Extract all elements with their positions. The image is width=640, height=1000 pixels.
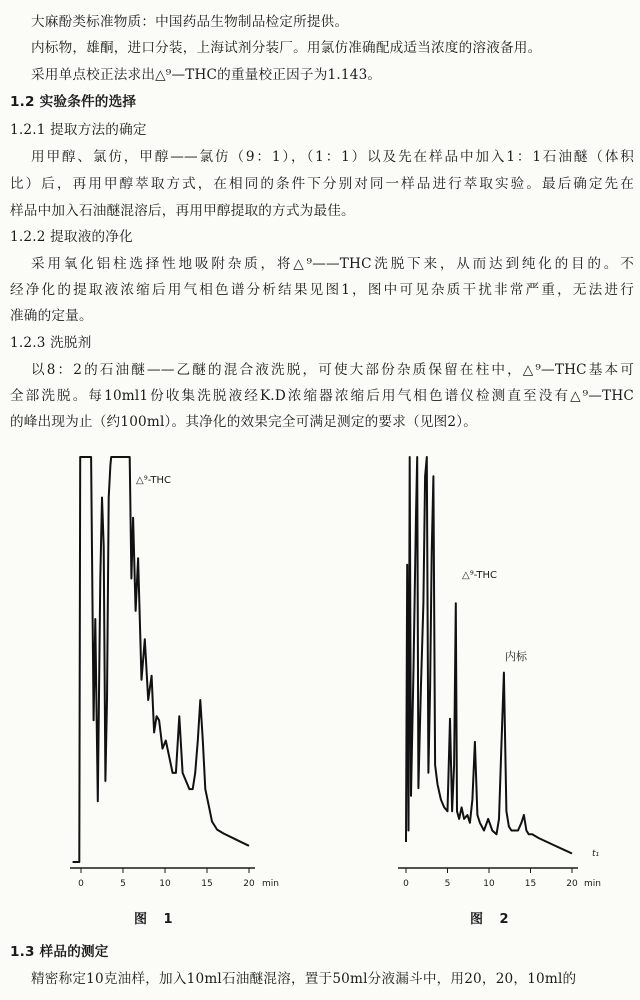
section-heading-1-2-2: 1.2.2 提取液的净化 bbox=[10, 229, 133, 245]
para3-line3: 的峰出现为止（约100ml）。其净化的效果完全可满足测定的要求（见图2）。 bbox=[10, 414, 478, 430]
fig2-tick-label-10: 10 bbox=[483, 879, 495, 889]
fig1-xlabel: min bbox=[262, 879, 279, 889]
section-heading-1-2: 1.2 实验条件的选择 bbox=[10, 94, 137, 110]
fig2-peak-label: △⁹-THC bbox=[462, 570, 497, 581]
fig1-peak-label: △⁹-THC bbox=[136, 475, 171, 486]
std-material-line: 大麻酚类标准物质：中国药品生物制品检定所提供。 bbox=[31, 14, 349, 30]
correction-line: 采用单点校正法求出△⁹—THC的重量校正因子为1.143。 bbox=[31, 67, 382, 83]
fig2-tick-label-0: 0 bbox=[403, 879, 409, 889]
figure-2-caption: 图 2 bbox=[470, 912, 515, 927]
fig1-tick-label-5: 5 bbox=[120, 879, 126, 889]
fig1-tick-label-0: 0 bbox=[78, 879, 84, 889]
fig2-tick-label-15: 15 bbox=[524, 879, 537, 889]
section-heading-1-2-3: 1.2.3 洗脱剂 bbox=[10, 335, 92, 351]
fig2-tick-label-5: 5 bbox=[444, 879, 451, 889]
internal-std-line: 内标物，雄酮，进口分装，上海试剂分装厂。用氯仿准确配成适当浓度的溶液备用。 bbox=[31, 40, 542, 56]
para1-line1: 用甲醇、氯仿，甲醇——氯仿（9：1），（1：1）以及先在样品中加入1：1石油醚（体积 bbox=[31, 149, 634, 165]
fig2-tick-label-20: 20 bbox=[566, 879, 578, 889]
fig2-trace bbox=[406, 457, 572, 854]
section-heading-1-3: 1.3 样品的测定 bbox=[10, 944, 109, 960]
figure-1-caption: 图 1 bbox=[134, 912, 179, 927]
para2-line1: 采用氧化铝柱选择性地吸附杂质，将△⁹——THC洗脱下来，从而达到纯化的目的。不 bbox=[31, 256, 634, 272]
fig2-internal-std-label: 内标 bbox=[505, 650, 527, 663]
fig1-tick-label-20: 20 bbox=[243, 879, 255, 889]
para1-line3: 样品中加入石油醚混溶后，再用甲醇提取的方式为最佳。 bbox=[10, 203, 355, 219]
para1-line2: 比）后，再用甲醇萃取方式，在相同的条件下分别对同一样品进行萃取实验。最后确定先在 bbox=[10, 176, 634, 192]
fig1-tick-label-15: 15 bbox=[201, 879, 213, 889]
section-heading-1-2-1: 1.2.1 提取方法的确定 bbox=[10, 122, 147, 138]
fig1-tick-label-10: 10 bbox=[159, 879, 171, 889]
fig2-xlabel: min bbox=[584, 879, 601, 889]
para3-line2: 全部洗脱。每10ml1份收集洗脱液经K.D浓缩器浓缩后用气相色谱仪检测直至没有△⁹—THC bbox=[10, 388, 634, 404]
para2-line3: 准确的定量。 bbox=[10, 308, 93, 324]
para3-line1: 以8：2的石油醚——乙醚的混合液洗脱，可使大部份杂质保留在柱中，△⁹—THC基本可 bbox=[31, 362, 634, 378]
para2-line2: 经净化的提取液浓缩后用气相色谱分析结果见图1，图中可见杂质干扰非常严重，无法进行 bbox=[10, 282, 634, 298]
para4-line1: 精密称定10克油样，加入10ml石油醚混溶，置于50ml分液漏斗中，用20，20，10ml的 bbox=[31, 971, 577, 987]
fig2-end-mark: t₁ bbox=[592, 849, 600, 859]
